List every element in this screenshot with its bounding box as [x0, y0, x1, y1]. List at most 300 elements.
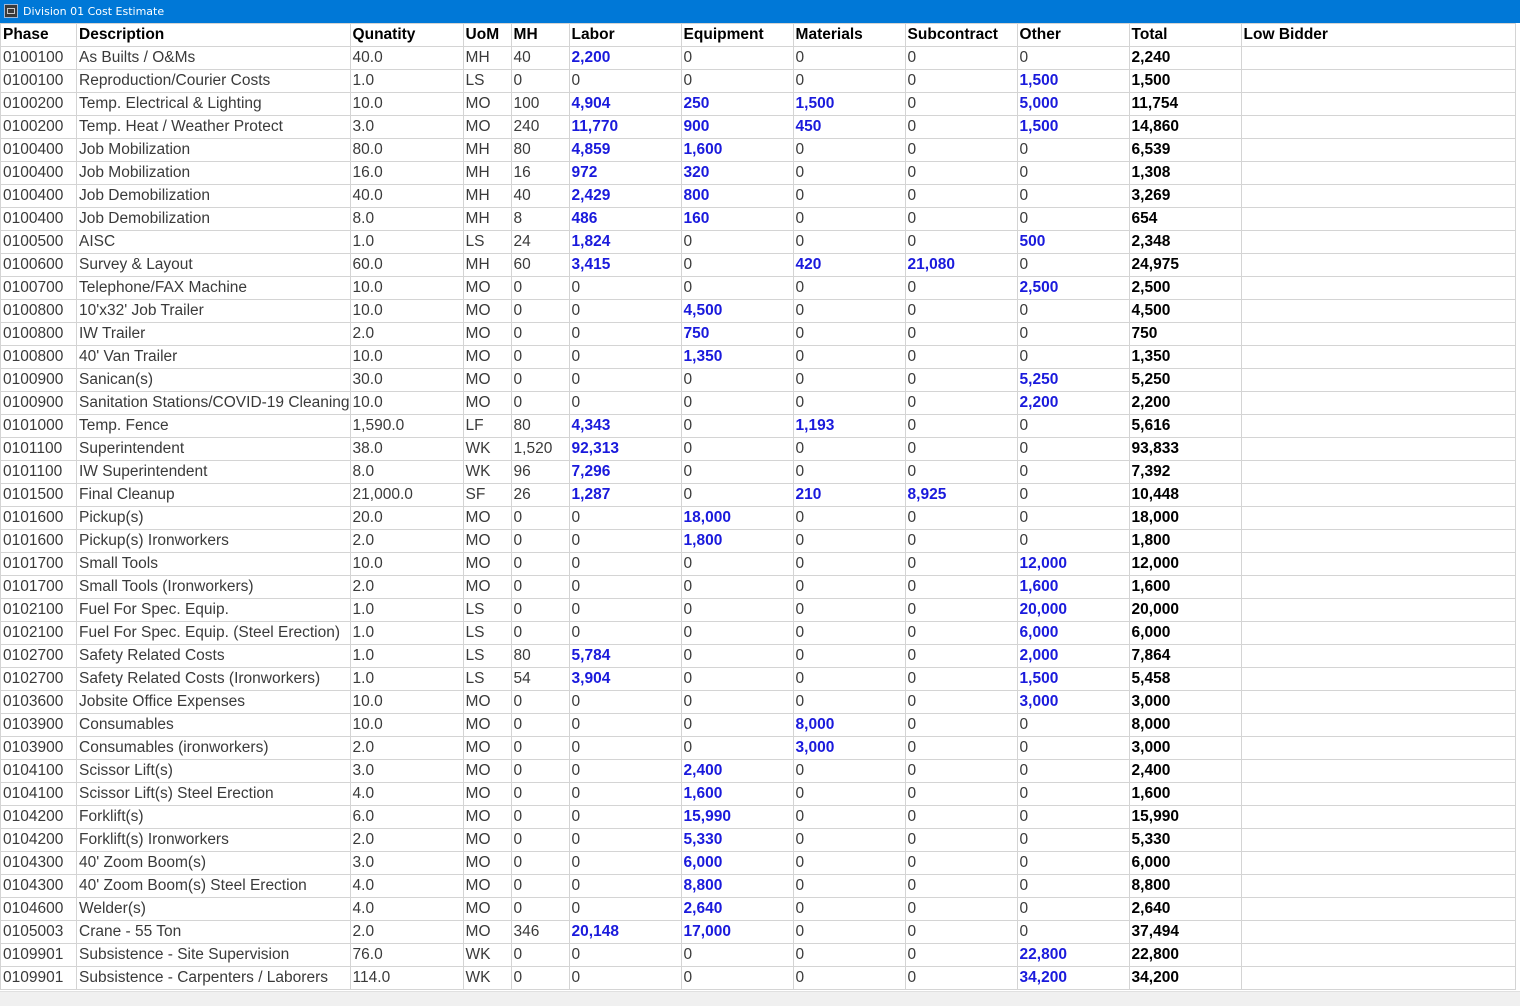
cell-quantity[interactable]: 38.0 — [350, 438, 463, 461]
cell-other[interactable]: 0 — [1017, 530, 1129, 553]
table-row[interactable] — [1, 737, 1516, 760]
cell-description[interactable]: Temp. Fence — [77, 415, 351, 438]
cell-other[interactable]: 1,500 — [1017, 116, 1129, 139]
cell-total[interactable]: 15,990 — [1129, 806, 1241, 829]
cell-description[interactable]: Subsistence - Carpenters / Laborers — [77, 967, 351, 990]
table-row[interactable] — [1, 599, 1516, 622]
table-row[interactable] — [1, 714, 1516, 737]
cell-mh[interactable]: 16 — [511, 162, 569, 185]
cell-equipment[interactable]: 0 — [681, 599, 793, 622]
table-row[interactable] — [1, 691, 1516, 714]
cell-quantity[interactable]: 20.0 — [350, 507, 463, 530]
cell-labor[interactable]: 11,770 — [569, 116, 681, 139]
cell-low-bidder[interactable] — [1241, 438, 1515, 461]
cell-other[interactable]: 22,800 — [1017, 944, 1129, 967]
cell-total[interactable]: 1,350 — [1129, 346, 1241, 369]
cell-mh[interactable]: 0 — [511, 70, 569, 93]
cell-phase[interactable]: 0100900 — [1, 369, 77, 392]
cell-labor[interactable]: 4,904 — [569, 93, 681, 116]
cell-equipment[interactable]: 0 — [681, 967, 793, 990]
cell-other[interactable]: 5,000 — [1017, 93, 1129, 116]
cell-materials[interactable]: 0 — [793, 277, 905, 300]
cell-mh[interactable]: 0 — [511, 944, 569, 967]
cell-total[interactable]: 6,539 — [1129, 139, 1241, 162]
cell-subcontract[interactable]: 0 — [905, 277, 1017, 300]
cell-phase[interactable]: 0100400 — [1, 185, 77, 208]
cell-low-bidder[interactable] — [1241, 898, 1515, 921]
cell-mh[interactable]: 100 — [511, 93, 569, 116]
cell-other[interactable]: 0 — [1017, 806, 1129, 829]
cell-equipment[interactable]: 0 — [681, 691, 793, 714]
cell-mh[interactable]: 40 — [511, 47, 569, 70]
cell-materials[interactable]: 1,500 — [793, 93, 905, 116]
cell-materials[interactable]: 0 — [793, 829, 905, 852]
cell-subcontract[interactable]: 0 — [905, 530, 1017, 553]
cell-subcontract[interactable]: 0 — [905, 668, 1017, 691]
cell-quantity[interactable]: 10.0 — [350, 691, 463, 714]
cell-materials[interactable]: 0 — [793, 967, 905, 990]
cell-quantity[interactable]: 2.0 — [350, 576, 463, 599]
cell-labor[interactable]: 5,784 — [569, 645, 681, 668]
cell-other[interactable]: 3,000 — [1017, 691, 1129, 714]
cell-mh[interactable]: 40 — [511, 185, 569, 208]
cell-uom[interactable]: LS — [463, 668, 511, 691]
cell-subcontract[interactable]: 0 — [905, 898, 1017, 921]
cell-phase[interactable]: 0101600 — [1, 530, 77, 553]
cell-materials[interactable]: 420 — [793, 254, 905, 277]
cell-total[interactable]: 6,000 — [1129, 622, 1241, 645]
cell-total[interactable]: 93,833 — [1129, 438, 1241, 461]
cell-equipment[interactable]: 160 — [681, 208, 793, 231]
column-header-subcontract[interactable]: Subcontract — [905, 24, 1017, 47]
cell-low-bidder[interactable] — [1241, 530, 1515, 553]
cell-uom[interactable]: LS — [463, 231, 511, 254]
cell-equipment[interactable]: 2,640 — [681, 898, 793, 921]
cell-other[interactable]: 0 — [1017, 300, 1129, 323]
cell-materials[interactable]: 0 — [793, 323, 905, 346]
cell-other[interactable]: 2,500 — [1017, 277, 1129, 300]
cell-description[interactable]: Sanican(s) — [77, 369, 351, 392]
cell-description[interactable]: Welder(s) — [77, 898, 351, 921]
table-row[interactable] — [1, 553, 1516, 576]
cell-total[interactable]: 1,600 — [1129, 783, 1241, 806]
cell-other[interactable]: 0 — [1017, 484, 1129, 507]
cell-description[interactable]: Forklift(s) — [77, 806, 351, 829]
table-row[interactable] — [1, 185, 1516, 208]
cell-phase[interactable]: 0103600 — [1, 691, 77, 714]
cell-total[interactable]: 34,200 — [1129, 967, 1241, 990]
cell-other[interactable]: 500 — [1017, 231, 1129, 254]
cell-mh[interactable]: 0 — [511, 392, 569, 415]
cell-equipment[interactable]: 0 — [681, 576, 793, 599]
cell-description[interactable]: Job Demobilization — [77, 208, 351, 231]
cell-low-bidder[interactable] — [1241, 369, 1515, 392]
cell-phase[interactable]: 0100900 — [1, 392, 77, 415]
cell-materials[interactable]: 0 — [793, 461, 905, 484]
cell-materials[interactable]: 0 — [793, 139, 905, 162]
cell-materials[interactable]: 0 — [793, 346, 905, 369]
cell-phase[interactable]: 0100100 — [1, 70, 77, 93]
column-header-phase[interactable]: Phase — [1, 24, 77, 47]
cell-labor[interactable]: 972 — [569, 162, 681, 185]
cell-equipment[interactable]: 750 — [681, 323, 793, 346]
app-window-icon[interactable] — [4, 4, 18, 18]
cell-equipment[interactable]: 6,000 — [681, 852, 793, 875]
cell-phase[interactable]: 0104200 — [1, 806, 77, 829]
cell-labor[interactable]: 4,343 — [569, 415, 681, 438]
cell-mh[interactable]: 0 — [511, 829, 569, 852]
cell-other[interactable]: 0 — [1017, 737, 1129, 760]
cell-phase[interactable]: 0102700 — [1, 668, 77, 691]
cell-quantity[interactable]: 8.0 — [350, 208, 463, 231]
cell-uom[interactable]: MO — [463, 369, 511, 392]
cell-phase[interactable]: 0100800 — [1, 323, 77, 346]
table-row[interactable] — [1, 208, 1516, 231]
cell-uom[interactable]: MO — [463, 783, 511, 806]
cell-equipment[interactable]: 0 — [681, 714, 793, 737]
cell-quantity[interactable]: 3.0 — [350, 852, 463, 875]
cell-description[interactable]: IW Superintendent — [77, 461, 351, 484]
cell-uom[interactable]: MO — [463, 921, 511, 944]
cell-description[interactable]: Small Tools (Ironworkers) — [77, 576, 351, 599]
cell-materials[interactable]: 0 — [793, 300, 905, 323]
title-bar[interactable] — [0, 0, 1520, 23]
table-row[interactable] — [1, 484, 1516, 507]
cell-low-bidder[interactable] — [1241, 967, 1515, 990]
cell-uom[interactable]: MH — [463, 208, 511, 231]
column-header-description[interactable]: Description — [77, 24, 351, 47]
cell-uom[interactable]: LF — [463, 415, 511, 438]
cell-other[interactable]: 5,250 — [1017, 369, 1129, 392]
cell-total[interactable]: 2,500 — [1129, 277, 1241, 300]
cell-total[interactable]: 22,800 — [1129, 944, 1241, 967]
cell-subcontract[interactable]: 0 — [905, 415, 1017, 438]
cell-equipment[interactable]: 900 — [681, 116, 793, 139]
cell-labor[interactable]: 0 — [569, 576, 681, 599]
cell-equipment[interactable]: 0 — [681, 392, 793, 415]
cell-labor[interactable]: 2,200 — [569, 47, 681, 70]
cell-description[interactable]: Job Demobilization — [77, 185, 351, 208]
cell-labor[interactable]: 0 — [569, 323, 681, 346]
cell-total[interactable]: 6,000 — [1129, 852, 1241, 875]
cell-subcontract[interactable]: 0 — [905, 438, 1017, 461]
cell-description[interactable]: Pickup(s) — [77, 507, 351, 530]
cell-subcontract[interactable]: 0 — [905, 806, 1017, 829]
table-row[interactable] — [1, 93, 1516, 116]
cell-mh[interactable]: 0 — [511, 323, 569, 346]
cell-equipment[interactable]: 1,350 — [681, 346, 793, 369]
cell-phase[interactable]: 0102100 — [1, 622, 77, 645]
table-row[interactable] — [1, 852, 1516, 875]
cell-materials[interactable]: 1,193 — [793, 415, 905, 438]
cell-low-bidder[interactable] — [1241, 277, 1515, 300]
cell-total[interactable]: 14,860 — [1129, 116, 1241, 139]
cell-materials[interactable]: 210 — [793, 484, 905, 507]
cell-equipment[interactable]: 250 — [681, 93, 793, 116]
table-row[interactable] — [1, 162, 1516, 185]
cell-low-bidder[interactable] — [1241, 829, 1515, 852]
cell-description[interactable]: Telephone/FAX Machine — [77, 277, 351, 300]
cell-labor[interactable]: 0 — [569, 530, 681, 553]
cell-total[interactable]: 12,000 — [1129, 553, 1241, 576]
cell-labor[interactable]: 0 — [569, 70, 681, 93]
cell-equipment[interactable]: 0 — [681, 944, 793, 967]
cell-materials[interactable]: 0 — [793, 668, 905, 691]
cell-total[interactable]: 2,400 — [1129, 760, 1241, 783]
cell-total[interactable]: 4,500 — [1129, 300, 1241, 323]
cell-description[interactable]: Scissor Lift(s) Steel Erection — [77, 783, 351, 806]
cell-labor[interactable]: 0 — [569, 760, 681, 783]
column-header-equipment[interactable]: Equipment — [681, 24, 793, 47]
cell-mh[interactable]: 54 — [511, 668, 569, 691]
cell-materials[interactable]: 0 — [793, 622, 905, 645]
cell-description[interactable]: 10'x32' Job Trailer — [77, 300, 351, 323]
table-row[interactable] — [1, 806, 1516, 829]
cell-low-bidder[interactable] — [1241, 300, 1515, 323]
cell-phase[interactable]: 0101100 — [1, 438, 77, 461]
cell-subcontract[interactable]: 0 — [905, 852, 1017, 875]
cell-description[interactable]: Forklift(s) Ironworkers — [77, 829, 351, 852]
cell-subcontract[interactable]: 0 — [905, 139, 1017, 162]
cell-mh[interactable]: 24 — [511, 231, 569, 254]
cell-total[interactable]: 1,308 — [1129, 162, 1241, 185]
cell-other[interactable]: 1,500 — [1017, 668, 1129, 691]
cell-description[interactable]: Job Mobilization — [77, 162, 351, 185]
cell-labor[interactable]: 0 — [569, 829, 681, 852]
cell-quantity[interactable]: 80.0 — [350, 139, 463, 162]
cell-mh[interactable]: 0 — [511, 300, 569, 323]
cell-uom[interactable]: MH — [463, 162, 511, 185]
column-header-low-bidder[interactable]: Low Bidder — [1241, 24, 1515, 47]
cell-labor[interactable]: 0 — [569, 967, 681, 990]
cell-description[interactable]: Small Tools — [77, 553, 351, 576]
cell-description[interactable]: 40' Zoom Boom(s) — [77, 852, 351, 875]
cell-other[interactable]: 2,000 — [1017, 645, 1129, 668]
table-row[interactable] — [1, 116, 1516, 139]
cell-phase[interactable]: 0109901 — [1, 944, 77, 967]
cell-low-bidder[interactable] — [1241, 507, 1515, 530]
cell-equipment[interactable]: 0 — [681, 369, 793, 392]
cell-subcontract[interactable]: 0 — [905, 691, 1017, 714]
cell-labor[interactable]: 0 — [569, 875, 681, 898]
cell-mh[interactable]: 0 — [511, 599, 569, 622]
cell-description[interactable]: 40' Van Trailer — [77, 346, 351, 369]
cell-materials[interactable]: 0 — [793, 392, 905, 415]
cell-mh[interactable]: 346 — [511, 921, 569, 944]
cell-materials[interactable]: 0 — [793, 438, 905, 461]
cell-other[interactable]: 0 — [1017, 139, 1129, 162]
cell-description[interactable]: Consumables — [77, 714, 351, 737]
cell-labor[interactable]: 0 — [569, 553, 681, 576]
cell-quantity[interactable]: 1.0 — [350, 668, 463, 691]
cell-phase[interactable]: 0100200 — [1, 116, 77, 139]
cell-labor[interactable]: 0 — [569, 714, 681, 737]
cell-low-bidder[interactable] — [1241, 116, 1515, 139]
cell-other[interactable]: 0 — [1017, 829, 1129, 852]
cell-quantity[interactable]: 76.0 — [350, 944, 463, 967]
cell-quantity[interactable]: 4.0 — [350, 783, 463, 806]
cell-equipment[interactable]: 15,990 — [681, 806, 793, 829]
cell-mh[interactable]: 0 — [511, 277, 569, 300]
cell-uom[interactable]: LS — [463, 645, 511, 668]
cell-low-bidder[interactable] — [1241, 93, 1515, 116]
cell-total[interactable]: 20,000 — [1129, 599, 1241, 622]
cell-subcontract[interactable]: 0 — [905, 622, 1017, 645]
cell-mh[interactable]: 0 — [511, 714, 569, 737]
cell-other[interactable]: 0 — [1017, 208, 1129, 231]
cell-description[interactable]: Consumables (ironworkers) — [77, 737, 351, 760]
cell-low-bidder[interactable] — [1241, 760, 1515, 783]
cell-labor[interactable]: 0 — [569, 898, 681, 921]
table-row[interactable] — [1, 530, 1516, 553]
cell-quantity[interactable]: 1.0 — [350, 599, 463, 622]
cell-uom[interactable]: MO — [463, 300, 511, 323]
table-row[interactable] — [1, 47, 1516, 70]
cell-uom[interactable]: MO — [463, 691, 511, 714]
cell-materials[interactable]: 0 — [793, 70, 905, 93]
table-row[interactable] — [1, 369, 1516, 392]
cell-uom[interactable]: MO — [463, 392, 511, 415]
cell-materials[interactable]: 0 — [793, 553, 905, 576]
cell-total[interactable]: 7,392 — [1129, 461, 1241, 484]
cell-phase[interactable]: 0100200 — [1, 93, 77, 116]
cell-low-bidder[interactable] — [1241, 806, 1515, 829]
cell-total[interactable]: 3,269 — [1129, 185, 1241, 208]
cell-description[interactable]: Pickup(s) Ironworkers — [77, 530, 351, 553]
cell-other[interactable]: 0 — [1017, 323, 1129, 346]
column-header-uom[interactable]: UoM — [463, 24, 511, 47]
cell-labor[interactable]: 0 — [569, 622, 681, 645]
cell-total[interactable]: 5,330 — [1129, 829, 1241, 852]
cell-phase[interactable]: 0100800 — [1, 346, 77, 369]
cell-materials[interactable]: 0 — [793, 852, 905, 875]
cell-low-bidder[interactable] — [1241, 346, 1515, 369]
cell-equipment[interactable]: 0 — [681, 622, 793, 645]
cell-mh[interactable]: 0 — [511, 760, 569, 783]
cell-equipment[interactable]: 5,330 — [681, 829, 793, 852]
cell-materials[interactable]: 0 — [793, 208, 905, 231]
cell-subcontract[interactable]: 0 — [905, 185, 1017, 208]
cell-other[interactable]: 0 — [1017, 852, 1129, 875]
cell-quantity[interactable]: 2.0 — [350, 829, 463, 852]
cell-total[interactable]: 8,000 — [1129, 714, 1241, 737]
table-row[interactable] — [1, 438, 1516, 461]
cell-description[interactable]: IW Trailer — [77, 323, 351, 346]
cell-quantity[interactable]: 10.0 — [350, 714, 463, 737]
cell-other[interactable]: 0 — [1017, 415, 1129, 438]
cell-mh[interactable]: 80 — [511, 645, 569, 668]
cell-mh[interactable]: 8 — [511, 208, 569, 231]
table-row[interactable] — [1, 231, 1516, 254]
cell-phase[interactable]: 0102700 — [1, 645, 77, 668]
cell-uom[interactable]: MO — [463, 116, 511, 139]
cell-subcontract[interactable]: 0 — [905, 162, 1017, 185]
cell-uom[interactable]: WK — [463, 438, 511, 461]
cell-equipment[interactable]: 800 — [681, 185, 793, 208]
cell-phase[interactable]: 0100100 — [1, 47, 77, 70]
cell-mh[interactable]: 80 — [511, 139, 569, 162]
cell-low-bidder[interactable] — [1241, 231, 1515, 254]
cell-mh[interactable]: 1,520 — [511, 438, 569, 461]
cell-equipment[interactable]: 17,000 — [681, 921, 793, 944]
cell-description[interactable]: Sanitation Stations/COVID-19 Cleaning — [77, 392, 351, 415]
cell-uom[interactable]: MO — [463, 852, 511, 875]
cell-description[interactable]: Crane - 55 Ton — [77, 921, 351, 944]
cell-description[interactable]: As Builts / O&Ms — [77, 47, 351, 70]
cell-labor[interactable]: 1,287 — [569, 484, 681, 507]
table-row[interactable] — [1, 829, 1516, 852]
cell-low-bidder[interactable] — [1241, 714, 1515, 737]
table-row[interactable] — [1, 944, 1516, 967]
table-row[interactable] — [1, 70, 1516, 93]
cell-phase[interactable]: 0104200 — [1, 829, 77, 852]
cell-phase[interactable]: 0101100 — [1, 461, 77, 484]
cell-materials[interactable]: 0 — [793, 231, 905, 254]
cell-subcontract[interactable]: 0 — [905, 93, 1017, 116]
cell-mh[interactable]: 80 — [511, 415, 569, 438]
cell-uom[interactable]: WK — [463, 461, 511, 484]
column-header-labor[interactable]: Labor — [569, 24, 681, 47]
cell-low-bidder[interactable] — [1241, 139, 1515, 162]
cell-equipment[interactable]: 4,500 — [681, 300, 793, 323]
cell-description[interactable]: Final Cleanup — [77, 484, 351, 507]
cell-description[interactable]: 40' Zoom Boom(s) Steel Erection — [77, 875, 351, 898]
cell-quantity[interactable]: 10.0 — [350, 300, 463, 323]
cell-uom[interactable]: SF — [463, 484, 511, 507]
cell-quantity[interactable]: 10.0 — [350, 553, 463, 576]
cell-phase[interactable]: 0104600 — [1, 898, 77, 921]
cell-total[interactable]: 2,640 — [1129, 898, 1241, 921]
cell-phase[interactable]: 0103900 — [1, 737, 77, 760]
cell-mh[interactable]: 0 — [511, 530, 569, 553]
cell-other[interactable]: 0 — [1017, 47, 1129, 70]
cell-subcontract[interactable]: 0 — [905, 300, 1017, 323]
cell-description[interactable]: Jobsite Office Expenses — [77, 691, 351, 714]
cell-equipment[interactable]: 0 — [681, 553, 793, 576]
cell-quantity[interactable]: 8.0 — [350, 461, 463, 484]
cell-quantity[interactable]: 6.0 — [350, 806, 463, 829]
cell-mh[interactable]: 0 — [511, 898, 569, 921]
cell-subcontract[interactable]: 0 — [905, 47, 1017, 70]
cell-other[interactable]: 1,600 — [1017, 576, 1129, 599]
cell-other[interactable]: 20,000 — [1017, 599, 1129, 622]
table-row[interactable] — [1, 461, 1516, 484]
cell-quantity[interactable]: 1.0 — [350, 622, 463, 645]
cell-quantity[interactable]: 10.0 — [350, 277, 463, 300]
cell-description[interactable]: Fuel For Spec. Equip. (Steel Erection) — [77, 622, 351, 645]
cell-uom[interactable]: MH — [463, 47, 511, 70]
cell-quantity[interactable]: 3.0 — [350, 760, 463, 783]
cell-low-bidder[interactable] — [1241, 553, 1515, 576]
cell-phase[interactable]: 0100400 — [1, 139, 77, 162]
cell-low-bidder[interactable] — [1241, 599, 1515, 622]
table-row[interactable] — [1, 323, 1516, 346]
cell-materials[interactable]: 0 — [793, 645, 905, 668]
cell-materials[interactable]: 3,000 — [793, 737, 905, 760]
cell-mh[interactable]: 0 — [511, 576, 569, 599]
table-row[interactable] — [1, 300, 1516, 323]
cell-uom[interactable]: MH — [463, 139, 511, 162]
table-row[interactable] — [1, 346, 1516, 369]
cell-quantity[interactable]: 1.0 — [350, 70, 463, 93]
table-row[interactable] — [1, 668, 1516, 691]
column-header-other[interactable]: Other — [1017, 24, 1129, 47]
cell-equipment[interactable]: 0 — [681, 70, 793, 93]
cell-materials[interactable]: 0 — [793, 185, 905, 208]
cell-labor[interactable]: 486 — [569, 208, 681, 231]
cell-uom[interactable]: MO — [463, 806, 511, 829]
cell-other[interactable]: 0 — [1017, 254, 1129, 277]
